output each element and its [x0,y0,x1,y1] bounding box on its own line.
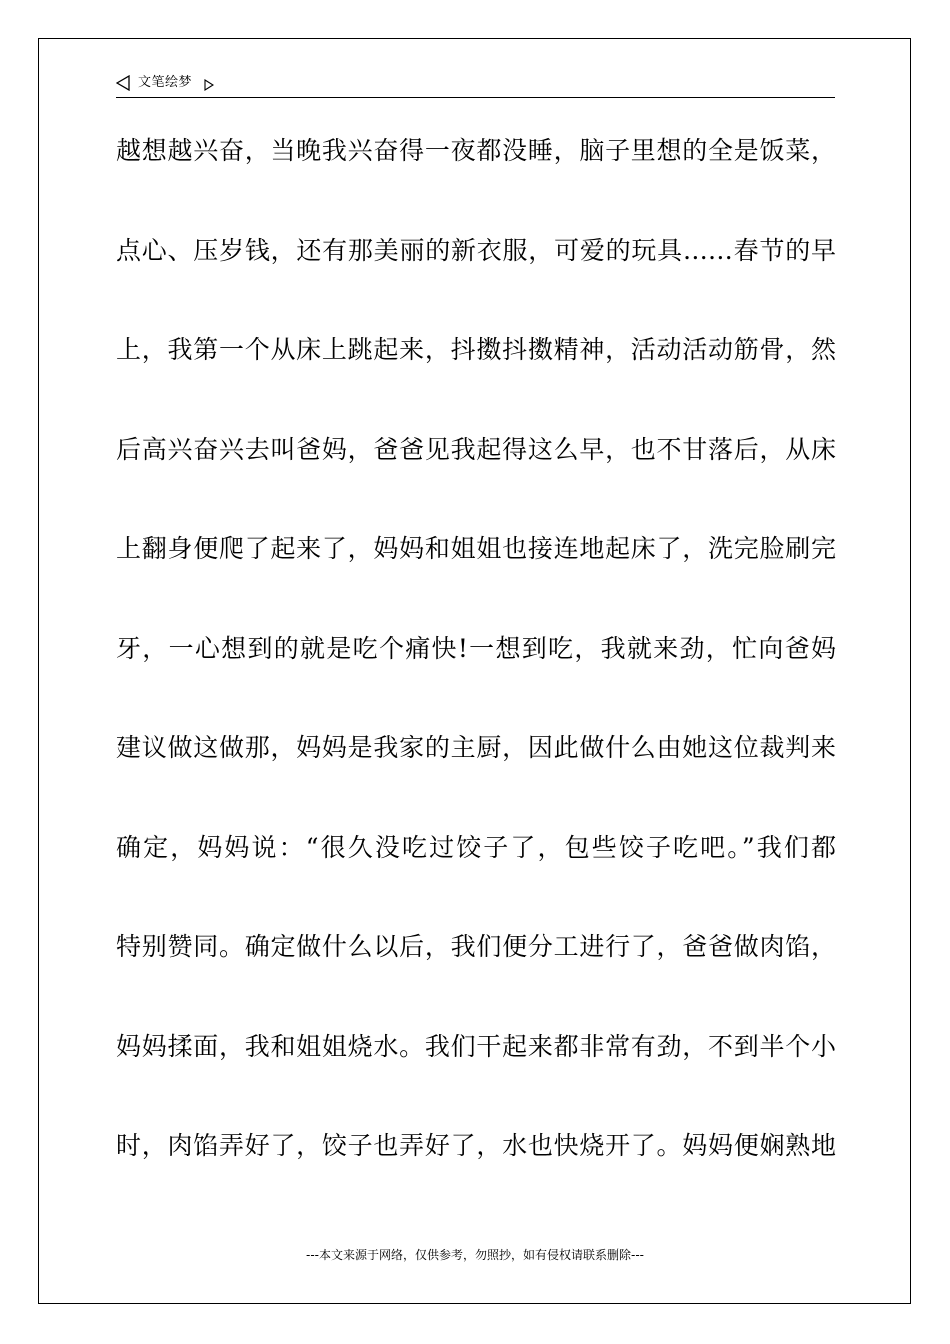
body-line: 点心、压岁钱，还有那美丽的新衣服，可爱的玩具……春节的早 [116,235,836,265]
body-line: 上，我第一个从床上跳起来，抖擞抖擞精神，活动活动筋骨，然 [116,335,836,364]
footer-disclaimer: ---本文来源于网络，仅供参考，勿照抄，如有侵权请联系删除--- [306,1248,644,1262]
body-line: 上翻身便爬了起来了，妈妈和姐姐也接连地起床了，洗完脸刷完 [116,534,836,563]
body-line: 牙，一心想到的就是吃个痛快!一想到吃，我就来劲，忙向爸妈 [116,633,836,663]
article-body [116,126,836,1221]
right-triangle-outline-icon [204,76,214,88]
body-line: 建议做这做那，妈妈是我家的主厨，因此做什么由她这位裁判来 [116,733,836,762]
body-line: 时，肉馅弄好了，饺子也弄好了，水也快烧开了。妈妈便娴熟地 [116,1131,836,1160]
body-line: 后高兴奋兴去叫爸妈，爸爸见我起得这么早，也不甘落后，从床 [116,434,836,464]
header-title: 文笔绘梦 [138,75,193,90]
body-line: 越想越兴奋，当晚我兴奋得一夜都没睡，脑子里想的全是饭菜， [116,136,836,165]
left-triangle-outline-icon [116,75,130,91]
body-line: 妈妈揉面，我和姐姐烧水。我们干起来都非常有劲，不到半个小 [116,1031,836,1061]
body-line: 确定，妈妈说：“很久没吃过饺子了，包些饺子吃吧。”我们都 [116,832,836,862]
body-line: 特别赞同。确定做什么以后，我们便分工进行了，爸爸做肉馅， [116,932,836,961]
page-header [116,72,835,98]
